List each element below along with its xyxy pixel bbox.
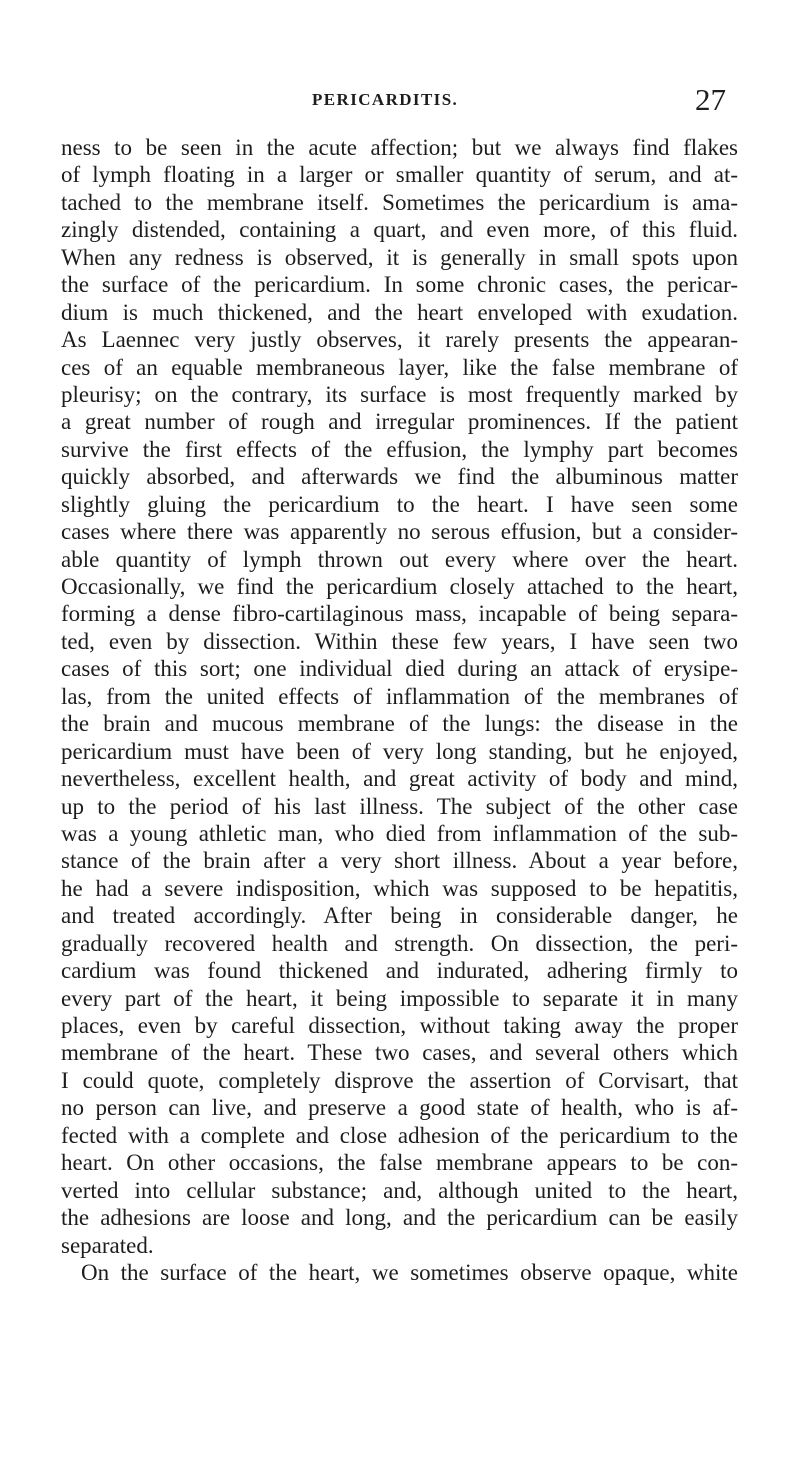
text-line: membrane of the heart. These two cases, and several others which <box>61 1040 738 1066</box>
text-line: ted, even by dissection. Within these few years, I have seen two <box>61 628 738 654</box>
text-line: no person can live, and preserve a good state of health, who is af- <box>61 1095 738 1121</box>
text-line: heart. On other occasions, the false membrane appears to be con- <box>61 1150 738 1176</box>
text-line: dium is much thickened, and the heart enveloped with exudation. <box>61 299 738 325</box>
text-line: las, from the united effects of inflammation of the membranes of <box>61 683 738 709</box>
text-line: every part of the heart, it being impossible to separate it in many <box>61 985 738 1011</box>
text-line: I could quote, completely disprove the assertion of Corvisart, that <box>61 1067 738 1093</box>
text-line: a great number of rough and irregular prominences. If the patient <box>61 409 738 435</box>
text-line: separated. <box>61 1232 154 1258</box>
text-line: forming a dense fibro-cartilaginous mass, incapable of being separa- <box>61 601 738 627</box>
text-line: stance of the brain after a very short illness. About a year before, <box>61 848 738 874</box>
text-line: verted into cellular substance; and, although united to the heart, <box>61 1177 738 1203</box>
text-line: quickly absorbed, and afterwards we find the albuminous matter <box>61 464 738 490</box>
text-line: the brain and mucous membrane of the lungs: the disease in the <box>61 711 738 737</box>
running-title: PERICARDITIS. <box>312 90 459 109</box>
text-line: the adhesions are loose and long, and the pericardium can be easily <box>61 1205 738 1231</box>
text-line: survive the first effects of the effusion, the lymphy part becomes <box>61 436 738 462</box>
text-line: and treated accordingly. After being in considerable danger, he <box>61 903 738 929</box>
text-line: On the surface of the heart, we sometimes observe opaque, white <box>81 1259 738 1285</box>
text-line: Occasionally, we find the pericardium closely attached to the heart, <box>61 574 738 599</box>
text-line: ces of an equable membraneous layer, like the false membrane of <box>61 354 738 380</box>
text-line: zingly distended, containing a quart, and even more, of this fluid. <box>61 217 738 243</box>
text-line: he had a severe indisposition, which was supposed to be hepatitis, <box>61 875 738 901</box>
text-line: the surface of the pericardium. In some chronic cases, the pericar- <box>61 272 738 298</box>
text-line: able quantity of lymph thrown out every where over the heart. <box>61 546 738 572</box>
text-line: was a young athletic man, who died from inflammation of the sub- <box>61 820 738 846</box>
text-line: As Laennec very justly observes, it rarely presents the appearan- <box>61 327 738 353</box>
text-line: pericardium must have been of very long standing, but he enjoyed, <box>61 738 738 764</box>
page-number: 27 <box>695 82 726 117</box>
body-text <box>61 134 738 1286</box>
text-line: nevertheless, excellent health, and great activity of body and mind, <box>61 766 738 792</box>
text-line: of lymph floating in a larger or smaller quantity of serum, and at- <box>61 162 738 188</box>
text-line: ness to be seen in the acute affection; but we always find flakes <box>61 135 738 160</box>
text-line: tached to the membrane itself. Sometimes the pericardium is ama- <box>61 189 738 215</box>
text-line: cases where there was apparently no serous effusion, but a consider- <box>61 519 738 545</box>
text-line: gradually recovered health and strength. On dissection, the peri- <box>61 930 738 956</box>
text-line: cases of this sort; one individual died during an attack of erysipe- <box>61 656 738 682</box>
text-line: pleurisy; on the contrary, its surface is most frequently marked by <box>61 381 738 407</box>
text-line: places, even by careful dissection, without taking away the proper <box>61 1013 738 1038</box>
text-line: slightly gluing the pericardium to the heart. I have seen some <box>61 491 738 517</box>
text-line: fected with a complete and close adhesion of the pericardium to the <box>61 1122 738 1148</box>
text-line: cardium was found thickened and indurated, adhering firmly to <box>61 958 738 984</box>
text-line: When any redness is observed, it is generally in small spots upon <box>61 244 738 270</box>
text-line: up to the period of his last illness. The subject of the other case <box>61 793 738 819</box>
